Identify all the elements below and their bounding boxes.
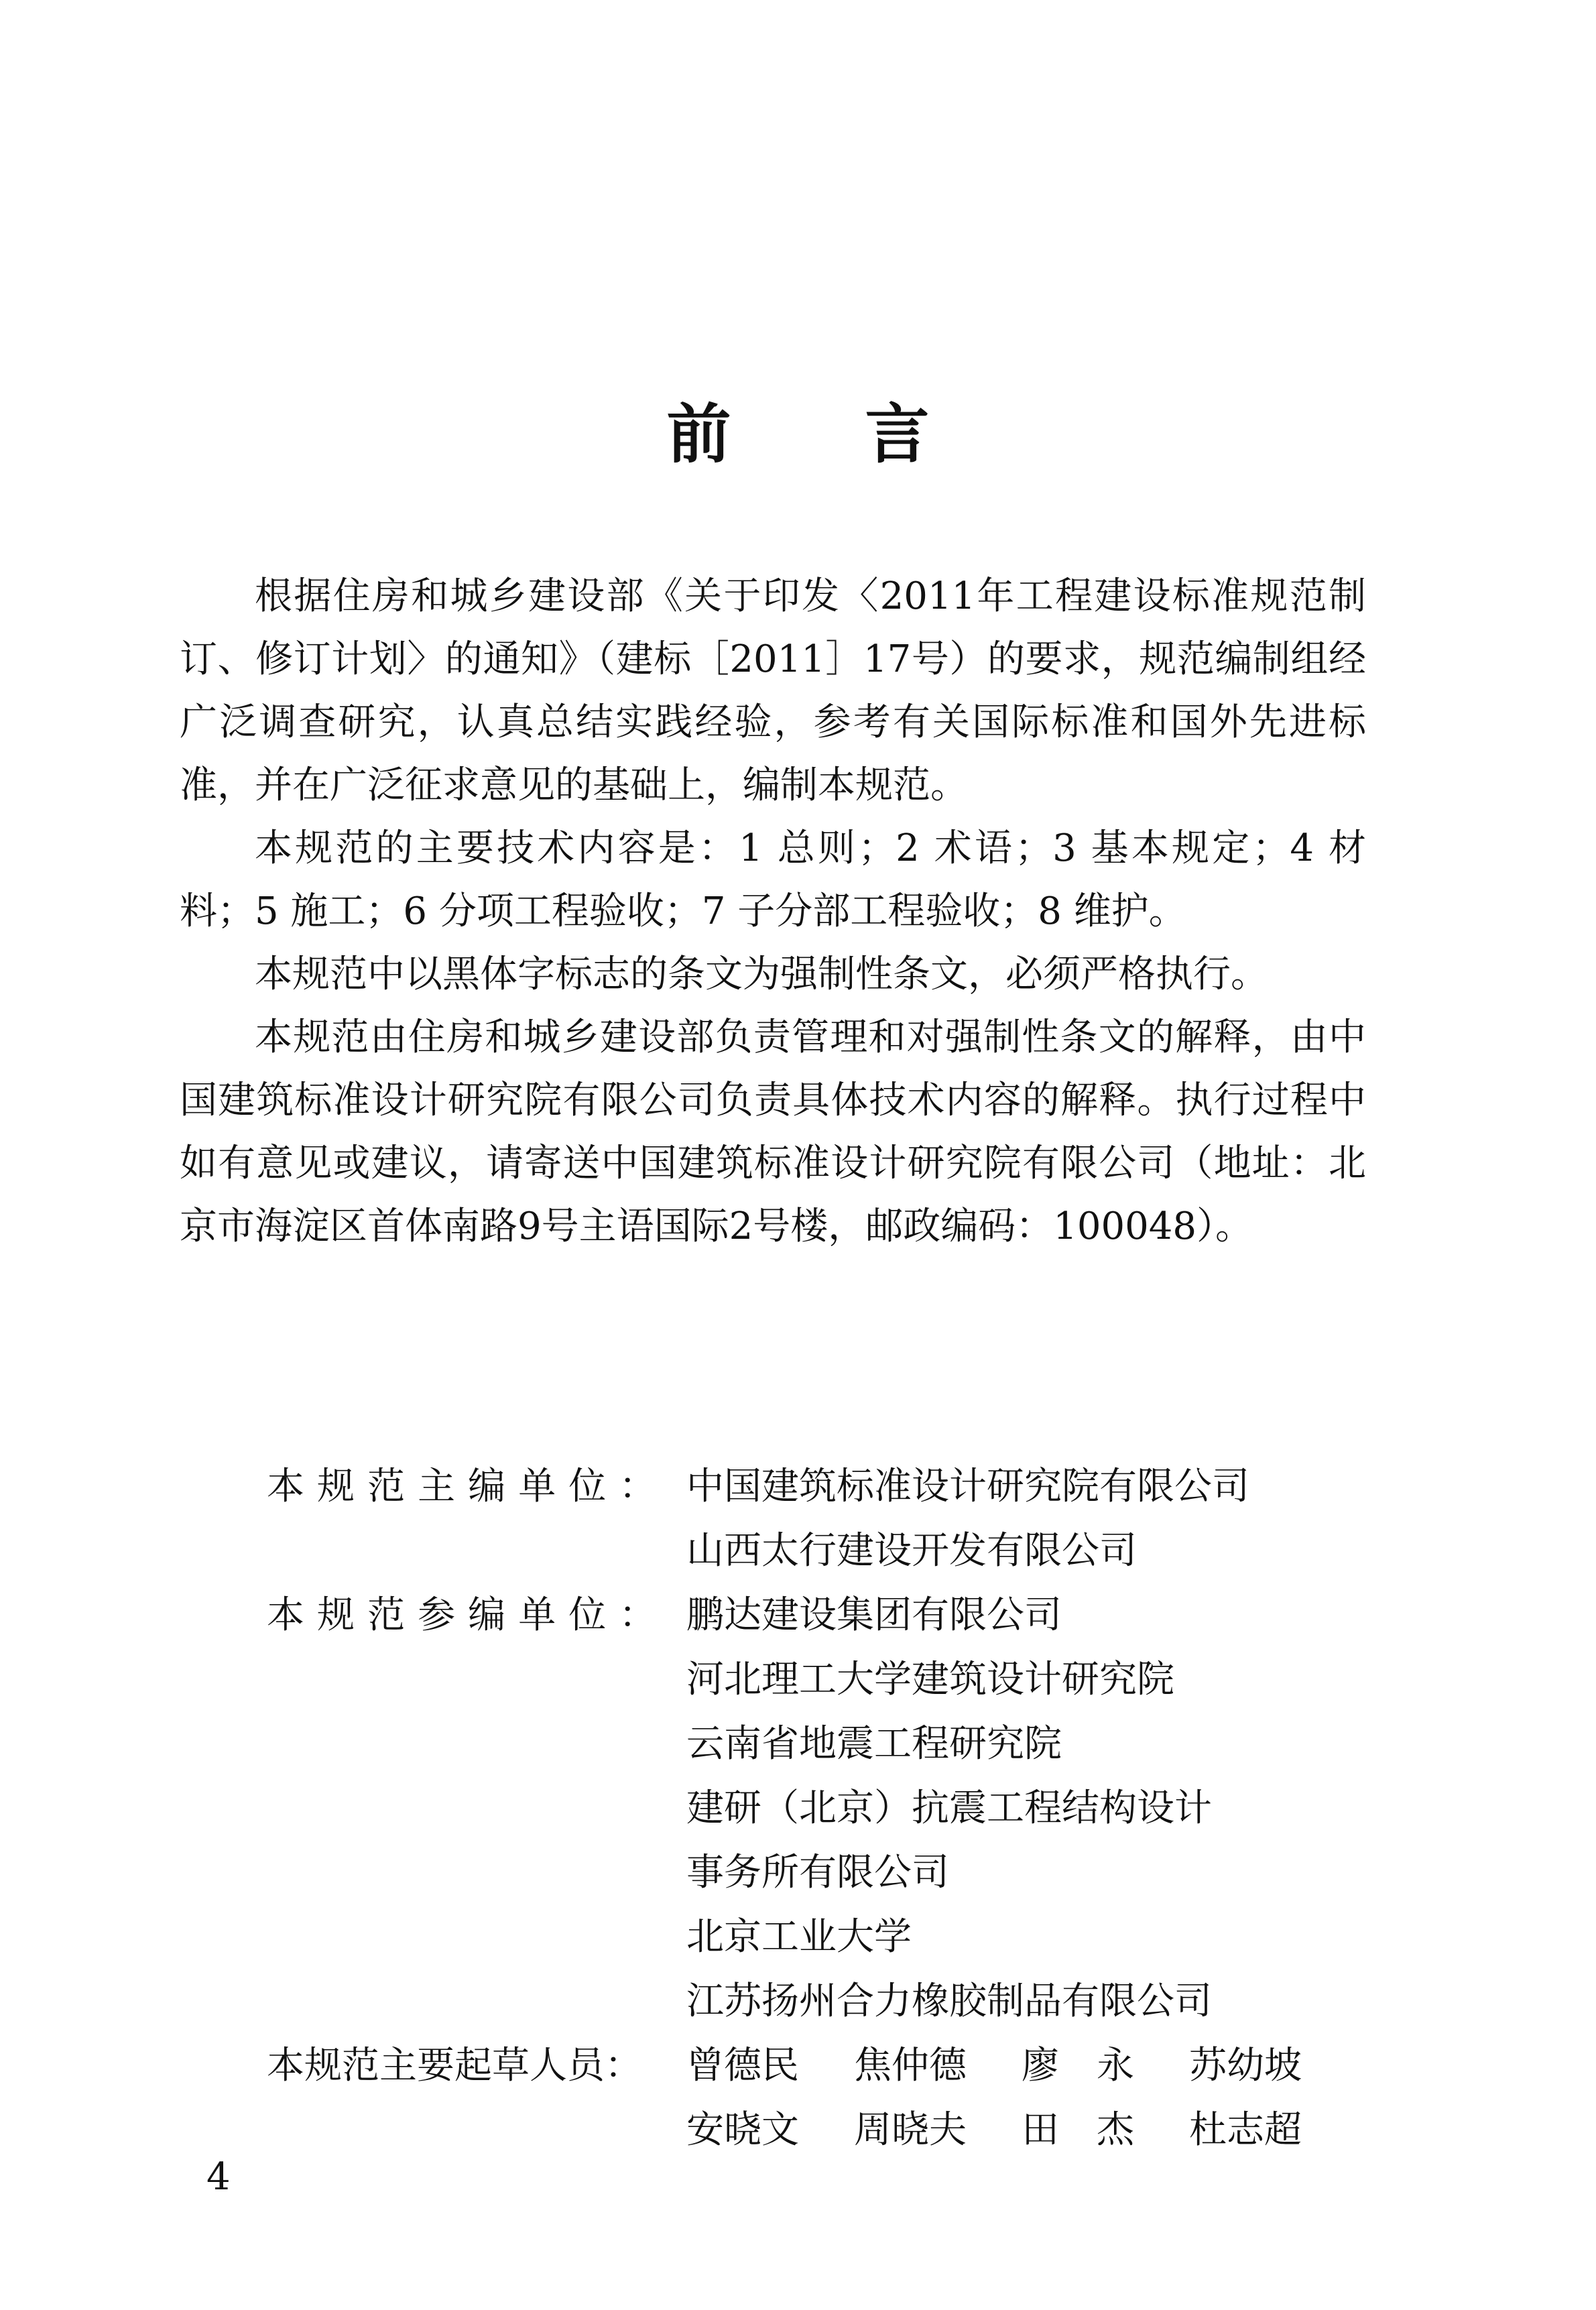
paragraph-4: 本规范由住房和城乡建设部负责管理和对强制性条文的解释，由中国建筑标准设计研究院有限公司负责具体技术内容的解释。执行过程中如有意见或建议，请寄送中国建筑标准设计研究院有限公司（地址：北京市海淀区首体南路9号主语国际2号楼，邮政编码：100048）。 [180,1016,1366,1248]
participating-editor-unit: 江苏扬州合力橡胶制品有限公司 [686,1980,1212,2023]
participating-editor-unit: 河北理工大学建筑设计研究院 [686,1658,1174,1701]
drafter-name: 周晓夫 [854,2108,967,2152]
drafter-name: 廖 永 [1022,2044,1134,2087]
drafter-name: 田 杰 [1022,2108,1134,2152]
chief-editor-unit: 中国建筑标准设计研究院有限公司 [686,1465,1249,1508]
paragraph-3: 本规范中以黑体字标志的条文为强制性条文，必须严格执行。 [255,953,1268,996]
participating-editor-unit: 鹏达建设集团有限公司 [686,1593,1062,1637]
drafters-line [686,2034,1386,2098]
participating-editor-unit: 建研（北京）抗震工程结构设计 [686,1786,1212,1830]
participating-editor-units [686,1583,1386,2034]
drafter-name: 杜志超 [1189,2108,1302,2152]
title-char-2: 言 [865,397,930,472]
drafters-names [686,2034,1386,2163]
drafter-name: 安晓文 [686,2108,799,2152]
preface-body [180,565,1366,1258]
chief-editor-label: 本规范主编单位： [267,1465,670,1508]
paragraph-2: 本规范的主要技术内容是：1 总则；2 术语；3 基本规定；4 材料；5 施工；6 分项工程验收；7 子分部工程验收；8 维护。 [180,827,1366,933]
chief-editor-row [180,1455,1386,1583]
drafters-label: 本规范主要起草人员： [267,2044,642,2087]
participating-editor-row [180,1583,1386,2034]
credits [180,1455,1386,2163]
drafter-name: 焦仲德 [854,2044,967,2087]
title-char-1: 前 [666,397,731,472]
participating-editor-unit: 北京工业大学 [686,1915,912,1959]
drafter-name: 曾德民 [686,2044,799,2087]
paragraph-1: 根据住房和城乡建设部《关于印发〈2011年工程建设标准规范制订、修订计划〉的通知》（建标［2011］17号）的要求，规范编制组经广泛调查研究，认真总结实践经验，参考有关国际标准和国外先进标准，并在广泛征求意见的基础上，编制本规范。 [180,574,1366,807]
participating-editor-label: 本规范参编单位： [267,1593,670,1637]
drafter-name: 苏幼坡 [1189,2044,1302,2087]
page-title [0,397,1596,472]
participating-editor-unit: 事务所有限公司 [686,1851,949,1894]
drafters-row [180,2034,1386,2163]
page-number: 4 [206,2155,231,2199]
chief-editor-unit: 山西太行建设开发有限公司 [686,1529,1137,1573]
participating-editor-unit: 云南省地震工程研究院 [686,1722,1062,1766]
chief-editor-units [686,1455,1386,1583]
drafters-line [686,2098,1386,2163]
